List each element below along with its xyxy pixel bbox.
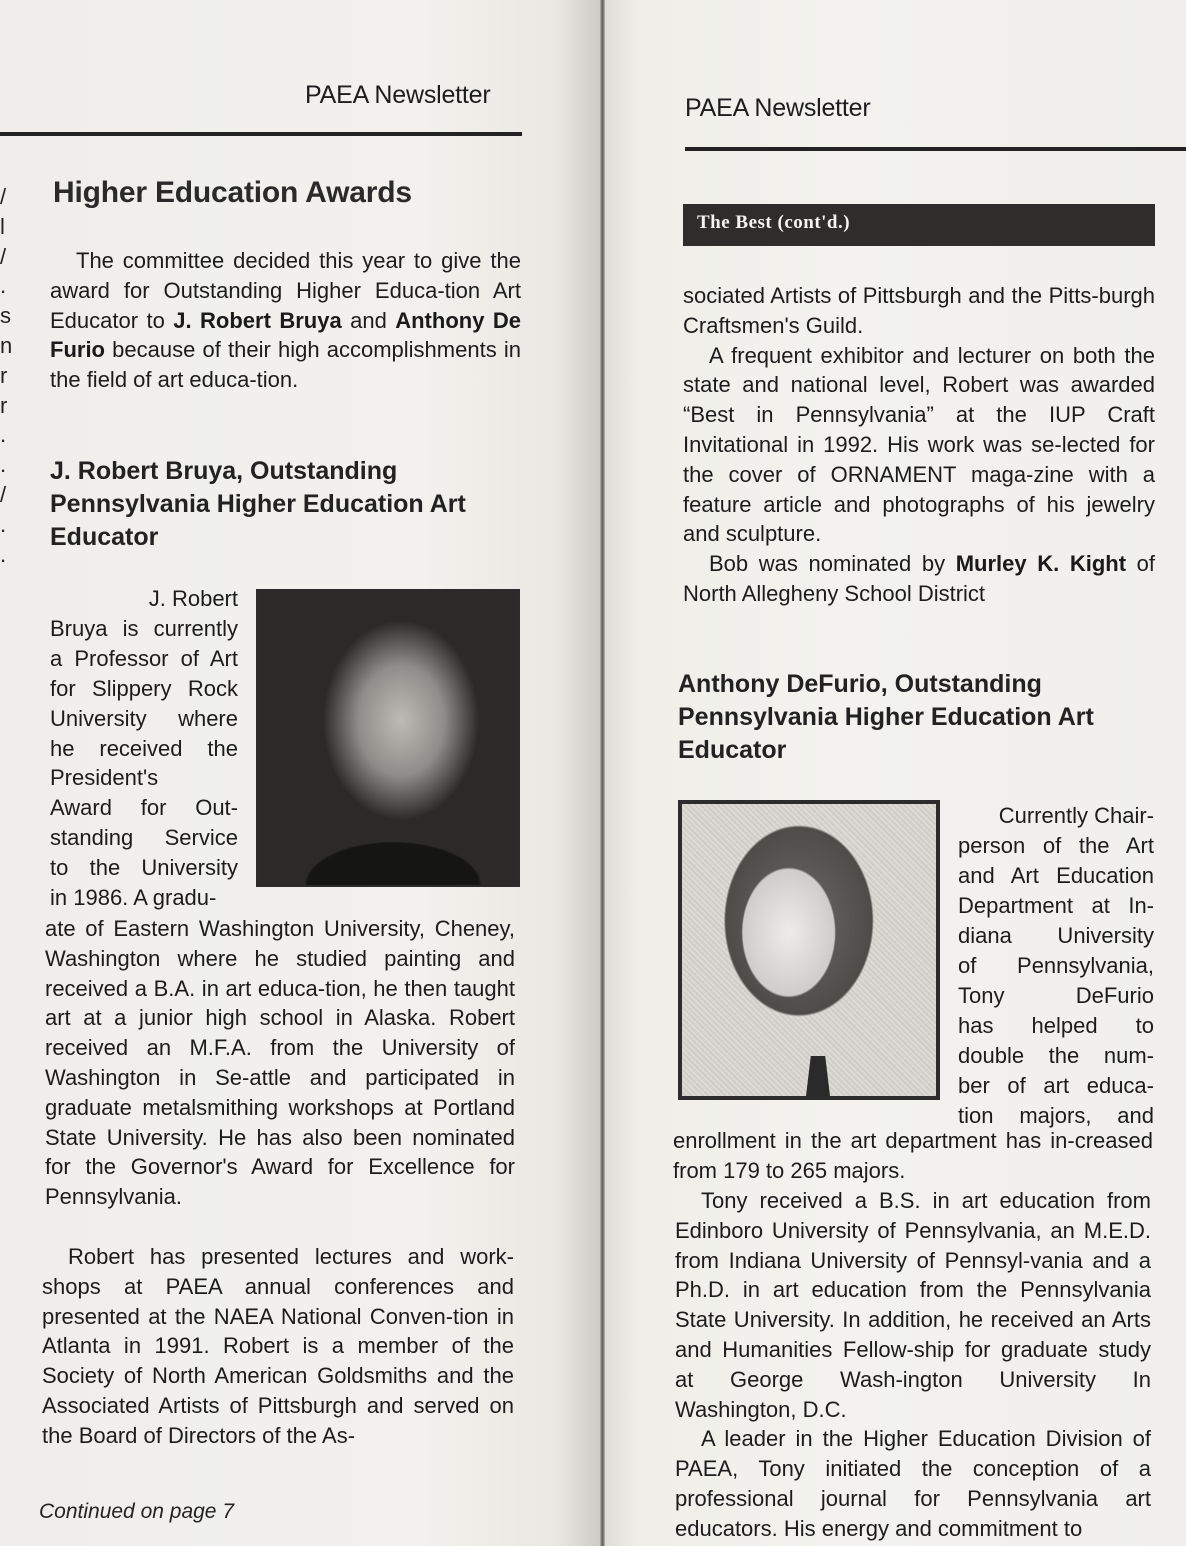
defurio-portrait-photo <box>678 800 940 1100</box>
bruya-bio-wrapped <box>50 584 238 913</box>
section-banner: The Best (cont'd.) <box>683 204 1155 246</box>
bio-line: has helped to <box>958 1013 1154 1038</box>
header-rule-left <box>0 132 522 136</box>
margin-glyph: / <box>0 243 7 269</box>
continued-paragraph: sociated Artists of Pittsburgh and the Pitts-burgh Craftsmen's Guild. <box>683 283 1155 338</box>
bio-line: diana University <box>958 923 1154 948</box>
bio-line: Tony DeFurio <box>958 983 1154 1008</box>
defurio-bio-wrapped <box>958 801 1154 1131</box>
margin-glyph: s <box>0 303 11 329</box>
bio-line: tion majors, and <box>958 1103 1154 1128</box>
margin-glyph: . <box>0 422 7 448</box>
intro-text: because of their high accomplishments in the field of art educa-tion. <box>50 337 521 393</box>
margin-glyph: / <box>0 184 7 209</box>
bio-line: J. Robert <box>148 586 238 611</box>
nomination-text: of North Allegheny School District <box>683 551 1155 606</box>
bio-line: Department at In- <box>958 893 1154 918</box>
bio-line: he received the <box>50 735 238 761</box>
right-page <box>603 0 1186 1546</box>
photo-tie <box>806 1056 830 1096</box>
degrees-paragraph: Tony received a B.S. in art education from Edinboro University of Pennsylvania, an M.E.D. from Indiana University of Pennsyl-vania and a Ph.D. in art education from the Pennsylvania State University. In addition, he received an Arts and Humanities Fellow-ship for graduate study at George Wash-ington University In Washington, D.C. <box>675 1188 1151 1422</box>
bio-line: double the num- <box>958 1043 1154 1068</box>
margin-glyph: . <box>0 511 7 537</box>
bruya-bio-paragraph: ate of Eastern Washington University, Cheney, Washington where he studied painting and received a B.A. in art educa-tion, he then taught art at a junior high school in Alaska. Robert received an M.F.A. from the University of Washington in Se-attle and participated in graduate metalsmithing workshops at Portland State University. He has also been nominated for the Governor's Award for Excellence for Pennsylvania. <box>45 916 515 1210</box>
awardee-name-bruya: J. Robert Bruya <box>173 307 342 333</box>
bio-line: in 1986. A gradu- <box>50 885 217 911</box>
nominator-name: Murley K. Kight <box>955 551 1127 577</box>
intro-paragraph <box>50 246 521 395</box>
bruya-portrait-photo <box>256 589 520 887</box>
bio-line: a Professor of Art <box>50 645 238 671</box>
margin-glyph: . <box>0 273 7 299</box>
bio-line: standing Service <box>50 825 238 851</box>
margin-glyph: r <box>0 362 8 388</box>
intro-text: The committee decided this year to give the award for Outstanding Higher Educa-tion Art Educator to <box>50 248 521 333</box>
bruya-continued-block <box>683 281 1155 609</box>
continued-on-page-note: Continued on page 7 <box>39 1500 234 1523</box>
margin-glyph: n <box>0 332 13 358</box>
margin-glyph: . <box>0 452 7 478</box>
bruya-lectures-paragraph: Robert has presented lectures and work-shops at PAEA annual conferences and presented at the NAEA National Conven-tion in Atlanta in 1991. Robert is a member of the Society of North American Goldsmiths and the Associated Artists of Pittsburgh and served on the Board of Directors of the As- <box>42 1244 514 1448</box>
defurio-bio-block <box>675 1186 1151 1544</box>
margin-glyph: r <box>0 392 8 418</box>
photo-shoulders <box>258 815 518 885</box>
bio-line: Bruya is currently <box>50 615 238 641</box>
running-head-left: PAEA Newsletter <box>305 81 491 109</box>
nomination-paragraph <box>683 549 1155 609</box>
bio-line: President's <box>50 765 159 791</box>
margin-glyph: / <box>0 481 7 507</box>
exhibitor-paragraph: A frequent exhibitor and lecturer on both the state and national level, Robert was awarded “Best in Pennsylvania” at the IUP Craft Invitational in 1992. His work was se-lected for the cover of ORNAMENT maga-zine with a feature article and photographs of his jewelry and sculpture. <box>683 342 1155 547</box>
enrollment-paragraph: enrollment in the art department has in-creased from 179 to 265 majors. <box>673 1128 1153 1183</box>
running-head-right: PAEA Newsletter <box>685 94 871 122</box>
bio-line: to the University <box>50 855 238 881</box>
margin-glyph: l <box>0 213 5 239</box>
bio-line: Currently Chair- <box>998 803 1154 828</box>
bio-line: of Pennsylvania, <box>958 953 1154 978</box>
header-rule-right <box>685 147 1186 151</box>
previous-page-margin-glyphs <box>0 182 14 569</box>
article-title: Higher Education Awards <box>53 176 412 209</box>
subhead-defurio: Anthony DeFurio, Outstanding Pennsylvania Higher Education Art Educator <box>678 670 1094 764</box>
bio-line: University where <box>50 705 238 731</box>
bio-line: ber of art educa- <box>958 1073 1154 1098</box>
awardee-name-defurio: Anthony De Furio <box>50 307 521 363</box>
intro-text: and <box>341 307 396 333</box>
bio-line: and Art Education <box>958 863 1154 888</box>
bio-line: person of the Art <box>958 833 1154 858</box>
margin-glyph: . <box>0 541 7 567</box>
bio-line: for Slippery Rock <box>50 675 238 701</box>
bio-line: Award for Out- <box>50 795 238 821</box>
page-fold-shadow <box>560 0 600 1546</box>
booklet-gutter <box>600 0 605 1546</box>
subhead-bruya: J. Robert Bruya, Outstanding Pennsylvania Higher Education Art Educator <box>50 457 466 551</box>
leader-paragraph: A leader in the Higher Education Division of PAEA, Tony initiated the conception of a professional journal for Pennsylvania art educators. His energy and commitment to <box>675 1426 1151 1541</box>
nomination-text: Bob was nominated by <box>709 551 956 577</box>
